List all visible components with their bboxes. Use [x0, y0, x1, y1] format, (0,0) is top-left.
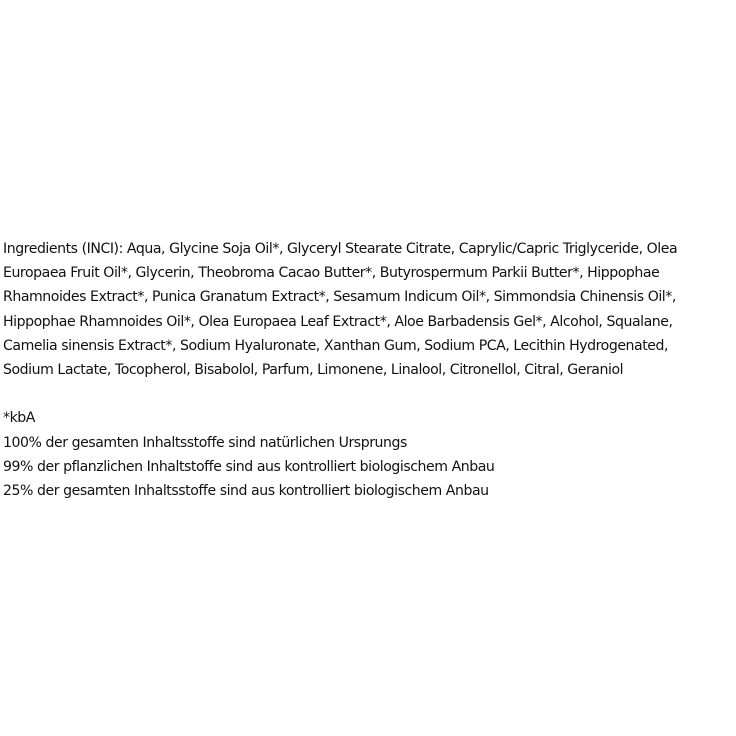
ingredients-line: Rhamnoides Extract*, Punica Granatum Extract*, Sesamum Indicum Oil*, Simmondsia Chinensis Oil*,	[3, 289, 676, 306]
ingredients-line: Sodium Lactate, Tocopherol, Bisabolol, Parfum, Limonene, Linalool, Citronellol, Citral, Geraniol	[3, 362, 624, 379]
ingredients-list	[3, 237, 735, 382]
organic-notes	[3, 382, 735, 503]
ingredients-line: Camelia sinensis Extract*, Sodium Hyaluronate, Xanthan Gum, Sodium PCA, Lecithin Hydrogenated,	[3, 337, 669, 354]
ingredients-document	[3, 237, 735, 503]
ingredients-line: Europaea Fruit Oil*, Glycerin, Theobroma Cacao Butter*, Butyrospermum Parkii Butter*, Hippophae	[3, 265, 660, 282]
total-organic-note: 25% der gesamten Inhaltsstoffe sind aus kontrolliert biologischem Anbau	[3, 483, 489, 500]
natural-origin-note: 100% der gesamten Inhaltsstoffe sind natürlichen Ursprungs	[3, 434, 407, 451]
footnote-kba: *kbA	[3, 410, 35, 427]
ingredients-line: Hippophae Rhamnoides Oil*, Olea Europaea Leaf Extract*, Aloe Barbadensis Gel*, Alcohol, Squalane,	[3, 313, 673, 330]
ingredients-line: Ingredients (INCI): Aqua, Glycine Soja Oil*, Glyceryl Stearate Citrate, Caprylic/Capric Triglyceride, Olea	[3, 241, 678, 257]
plant-organic-note: 99% der pflanzlichen Inhaltstoffe sind aus kontrolliert biologischem Anbau	[3, 458, 495, 475]
